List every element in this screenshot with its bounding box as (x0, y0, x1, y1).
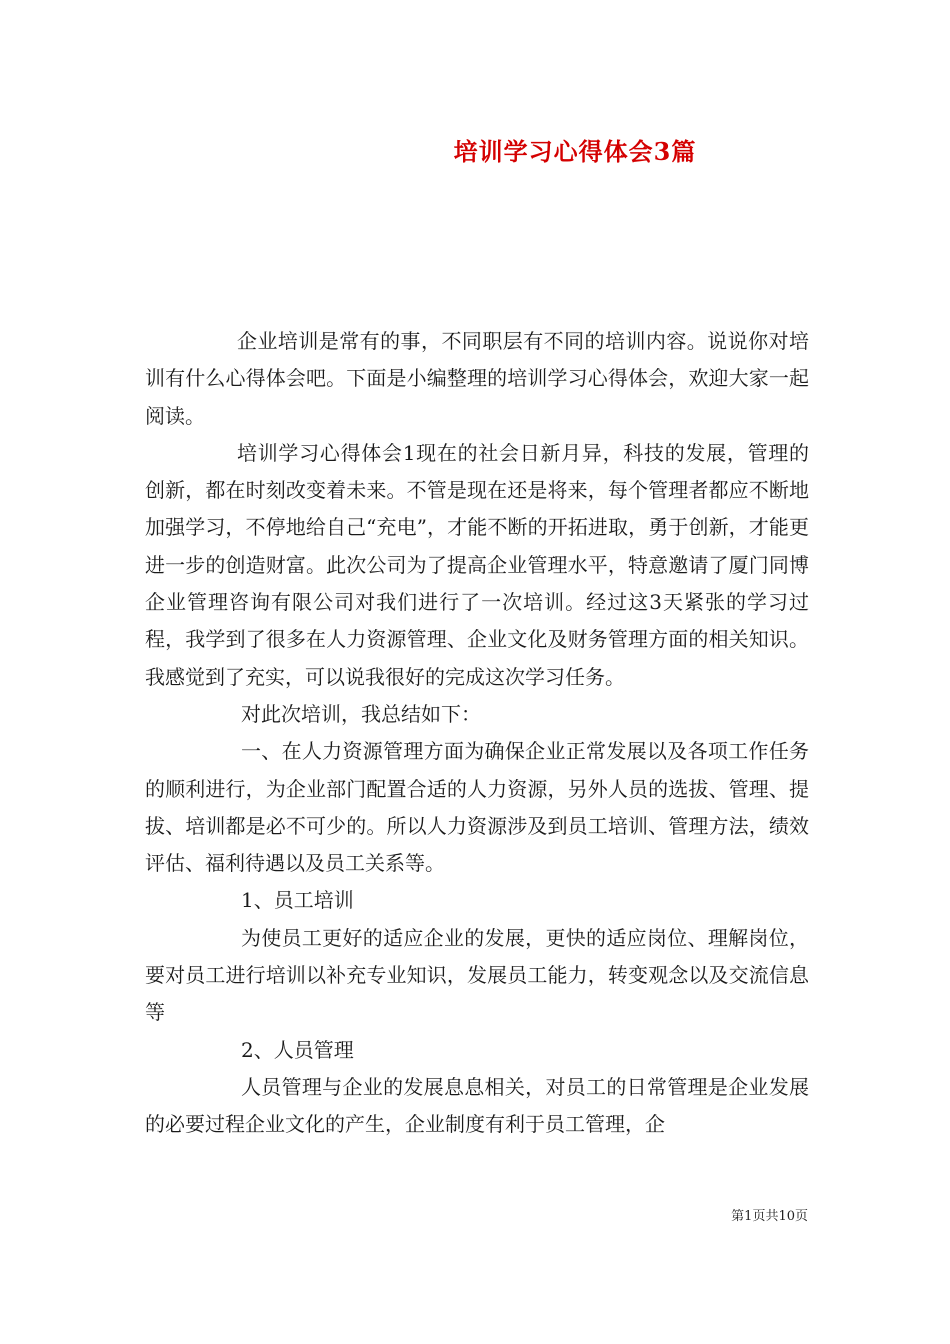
subheading-employee-training: 1、员工培训 (241, 888, 354, 913)
paragraph-employee-training: 为使员工更好的适应企业的发展，更快的适应岗位、理解岗位，要对员工进行培训以补充专业知识，发展员工能力，转变观念以及交流信息等 (145, 925, 809, 1025)
paragraph-hr-management: 一、在人力资源管理方面为确保企业正常发展以及各项工作任务的顺利进行，为企业部门配置合适的人力资源，另外人员的选拔、管理、提拔、培训都是必不可少的。所以人力资源涉及到员工培训、管理方法，绩效评估、福利待遇以及员工关系等。 (145, 739, 809, 876)
page-number-footer: 第1页共10页 (731, 1209, 808, 1224)
paragraph-personnel-management: 人员管理与企业的发展息息相关，对员工的日常管理是企业发展的必要过程企业文化的产生，企业制度有利于员工管理，企 (145, 1074, 809, 1137)
document-body (145, 323, 809, 1144)
document-title: 培训学习心得体会3篇 (453, 137, 697, 166)
paragraph-experience-1: 培训学习心得体会1现在的社会日新月异，科技的发展，管理的创新，都在时刻改变着未来。不管是现在还是将来，每个管理者都应不断地加强学习，不停地给自己“充电”，才能不断的开拓进取，勇于创新，才能更进一步的创造财富。此次公司为了提高企业管理水平，特意邀请了厦门同博企业管理咨询有限公司对我们进行了一次培训。经过这3天紧张的学习过程，我学到了很多在人力资源管理、企业文化及财务管理方面的相关知识。我感觉到了充实，可以说我很好的完成这次学习任务。 (145, 440, 809, 689)
paragraph-intro: 企业培训是常有的事，不同职层有不同的培训内容。说说你对培训有什么心得体会吧。下面是小编整理的培训学习心得体会，欢迎大家一起阅读。 (145, 329, 809, 428)
paragraph-summary-lead: 对此次培训，我总结如下： (241, 701, 481, 726)
subheading-personnel-management: 2、人员管理 (241, 1037, 354, 1062)
